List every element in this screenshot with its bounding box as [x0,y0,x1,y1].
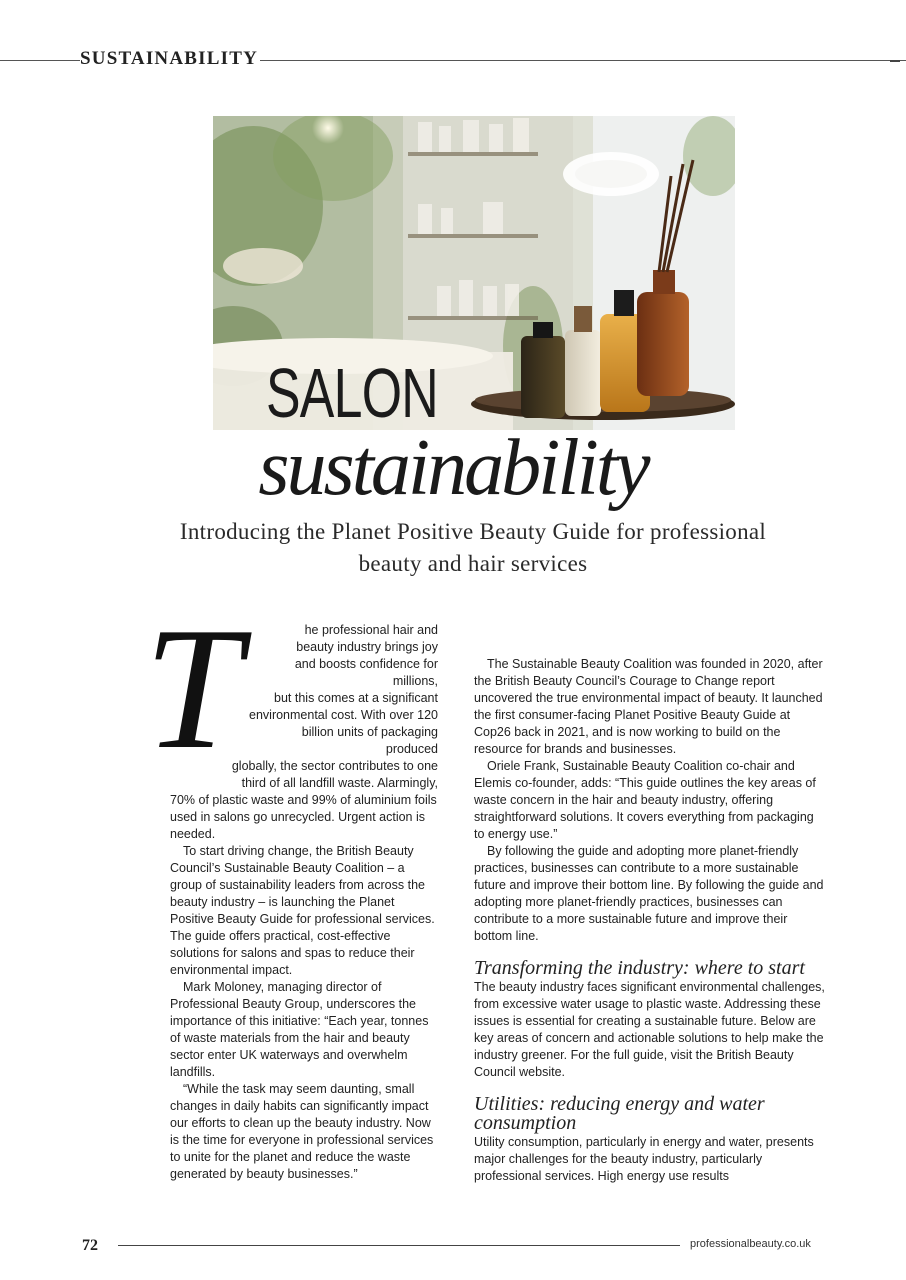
paragraph-frank: Oriele Frank, Sustainable Beauty Coalition co-chair and Elemis co-founder, adds: “This guide outlines the key areas of waste concern in the hair and beauty industry, offering straightforward solutions. It covers everything from packaging to energy use.” [474,759,816,841]
lead-line: globally, the sector contributes to one [231,759,438,773]
lead-line: beauty industry brings joy [296,640,438,654]
lead-line: billion units of packaging produced [301,725,438,756]
paragraph-coalition: To start driving change, the British Beauty Council’s Sustainable Beauty Coalition – a group of sustainability leaders from across the beauty industry – is launching the Planet Positive Beauty Guide for professional services. The guide offers practical, cost-effective solutions for salons and spas to reduce their environmental impact. [170,844,435,977]
lead-paragraph-rest: 70% of plastic waste and 99% of aluminium foils used in salons go unrecycled. Urgent action is needed. [170,793,437,841]
paragraph-following: By following the guide and adopting more planet-friendly practices, businesses can contribute to a more sustainable future and improve their bottom line. By following the guide and adopting more planet-friendly practices, businesses can contribute to a more sustainable future and improve their bottom line. [474,844,824,943]
header-rule-end [890,60,900,62]
footer-url: professionalbeauty.co.uk [690,1238,811,1250]
footer-rule [118,1245,680,1246]
lead-line: he professional hair and [304,623,438,637]
paragraph-utilities: Utility consumption, particularly in energy and water, presents major challenges for the beauty industry, particularly professional services. High energy use results [474,1135,814,1183]
title-line-2: sustainability [258,424,648,512]
paragraph-challenges: The beauty industry faces significant environmental challenges, from excessive water usage to plastic waste. Addressing these issues is essential for creating a sustainable future. Below are key areas of concern and actionable solutions to help make the industry greener. For the full guide, visit the British Beauty Council website. [474,980,825,1079]
heading-utilities: Utilities: reducing energy and water consumption [474,1093,765,1134]
article-left-column [144,591,438,1183]
lead-line: but this comes at a significant [274,691,438,705]
lead-line: environmental cost. With over 120 [249,708,438,722]
drop-cap: T [144,591,242,785]
lead-line: third of all landfill waste. Alarmingly, [241,776,438,790]
heading-transforming: Transforming the industry: where to start [474,957,805,979]
lead-line: and boosts confidence for millions, [294,657,438,688]
article-right-column [474,656,826,1185]
section-label: SUSTAINABILITY [80,48,259,69]
page-number: 72 [82,1237,98,1254]
subtitle: Introducing the Planet Positive Beauty Guide for professional beauty and hair services [179,519,767,576]
paragraph-founded: The Sustainable Beauty Coalition was founded in 2020, after the British Beauty Council’s Courage to Change report uncovered the true environmental impact of beauty. It launched the first consumer-facing Planet Positive Beauty Guide at Cop26 back in 2021, and is now working to build on the resource for brands and businesses. [474,657,823,756]
paragraph-moloney: Mark Moloney, managing director of Professional Beauty Group, underscores the importance of this initiative: “Each year, tonnes of waste materials from the hair and beauty sector enter UK waterways and overwhelm landfills. [170,980,429,1079]
paragraph-moloney-quote: “While the task may seem daunting, small changes in daily habits can significantly impact our efforts to clean up the beauty industry. Now is the time for everyone in professional services to unite for the planet and reduce the waste generated by beauty businesses.” [170,1082,434,1181]
title-line-1: SALON [266,354,438,432]
